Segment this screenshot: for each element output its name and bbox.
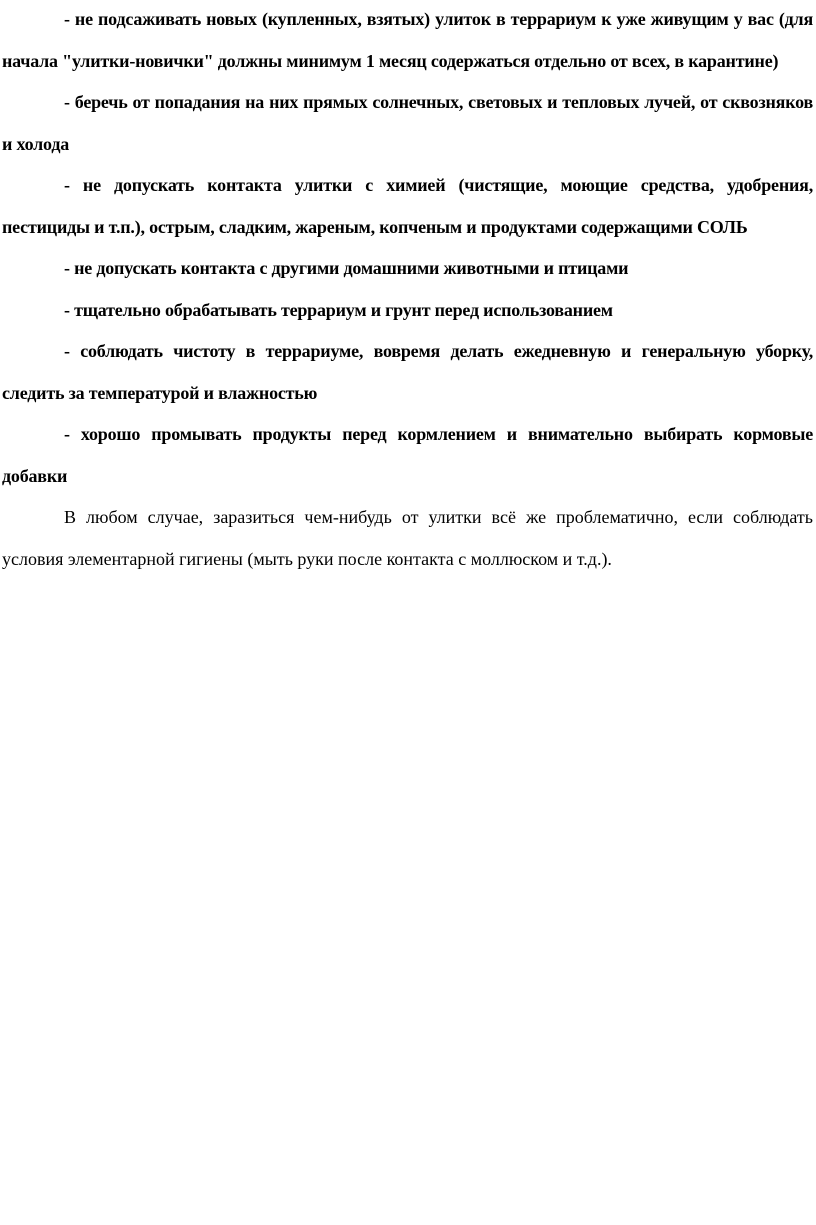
rule-avoid-chemicals-food: - не допускать контакта улитки с химией (чистящие, моющие средства, удобрения, пестициды и т.п.), острым, сладким, жареным, копченым и продуктами содержащими СОЛЬ xyxy=(2,175,813,237)
rule-treat-terrarium: - тщательно обрабатывать террариум и грунт перед использованием xyxy=(64,299,613,320)
closing-paragraph: В любом случае, заразиться чем-нибудь от улитки всё же проблематично, если соблюдать условия элементарной гигиены (мыть руки после контакта с моллюском и т.д.). xyxy=(2,507,813,569)
rule-wash-food: - хорошо промывать продукты перед кормлением и внимательно выбирать кормовые добавки xyxy=(2,424,813,486)
rule-avoid-other-pets: - не допускать контакта с другими домашними животными и птицами xyxy=(64,258,629,278)
rule-avoid-sunlight-drafts: - беречь от попадания на них прямых солнечных, световых и тепловых лучей, от сквозняков и холода xyxy=(2,92,813,154)
rule-keep-clean: - соблюдать чистоту в террариуме, вовремя делать ежедневную и генеральную уборку, следить за температурой и влажностью xyxy=(2,341,813,403)
rule-no-new-snails: - не подсаживать новых (купленных, взятых) улиток в террариум к уже живущим у вас (для начала "улитки-новички" должны минимум 1 месяц содержаться отдельно от всех, в карантине) xyxy=(2,9,813,71)
